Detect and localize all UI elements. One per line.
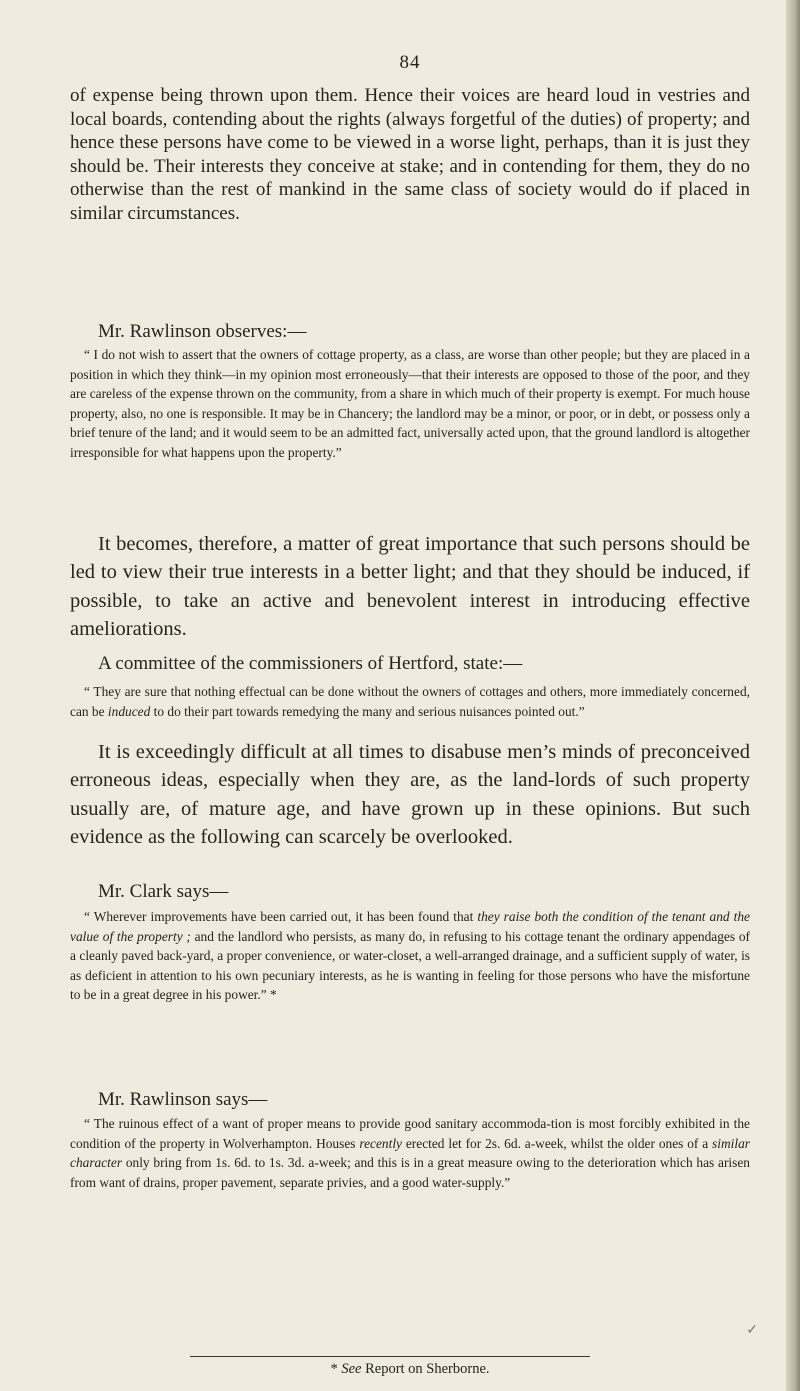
quote-text: and the landlord who persists, as many do, in refusing to his cottage tenant the ordinary appendages of a cleanly paved back-yard, a proper convenience, or water-closet, a well-arranged drainage, and a sufficient supply of water, is as deficient in attention to his own pecuniary interests, as he is wanting in feeling for those persons who have the misfortune to be in a great degree in his power.” * — [70, 928, 750, 1002]
lead-rawlinson-observes: Mr. Rawlinson observes:— — [98, 321, 307, 342]
quote-rawlinson-wolverhampton — [70, 1114, 750, 1192]
emphasis-text: similar character — [70, 1135, 750, 1170]
quote-rawlinson-cottage-owners: “ I do not wish to assert that the owners of cottage property, as a class, are worse than other people; but they are placed in a position in which they think—in my opinion most erroneously—that their interests are opposed to those of the poor, and they are careless of the expense thrown on the community, from a share in which much of their property is exempt. For much house property, also, no one is responsible. It may be in Chancery; the landlord may be a minor, or poor, or in debt, or possess only a brief tenure of the land; and it would seem to be an admitted fact, universally acted upon, that the ground landlord is altogether irresponsible for what happens upon the property.” — [70, 347, 750, 460]
quote-text: “ They are sure that nothing effectual can be done without the owners of cottages and others, more immediately concerned, can be — [70, 684, 750, 719]
paragraph-expense: of expense being thrown upon them. Hence their voices are heard loud in vestries and local boards, contending about the rights (always forgetful of the duties) of property; and hence these persons have come to be viewed in a worse light, perhaps, than it is just they should be. Their interests they conceive at stake; and in contending for them, they do no otherwise than the rest of mankind in the same class of society would do if placed in similar circumstances. — [70, 85, 750, 224]
footnote-divider — [190, 1356, 590, 1357]
footnote-marker: * — [330, 1361, 338, 1377]
margin-mark: ✓ — [746, 1323, 758, 1338]
lead-rawlinson-says: Mr. Rawlinson says— — [98, 1089, 268, 1110]
emphasis-text: recently — [359, 1135, 402, 1151]
footnote-see: See — [341, 1361, 362, 1377]
lead-clark-says: Mr. Clark says— — [98, 881, 229, 902]
page-number: 84 — [399, 52, 421, 73]
quote-text: “ Wherever improvements have been carried out, it has been found that — [84, 909, 478, 924]
paragraph-disabuse: It is exceedingly difficult at all times to disabuse men’s minds of preconceived erroneous ideas, especially when they are, as the land-lords of such property usually are, of mature age, and have grown up in these opinions. But such evidence as the following can scarcely be overlooked. — [70, 741, 750, 849]
emphasis-text: induced — [107, 703, 151, 719]
footnote-text: Report on Sherborne. — [365, 1361, 490, 1377]
quote-text: to do their part towards remedying the many and serious nuisances pointed out.” — [150, 703, 585, 719]
footnote — [70, 1361, 750, 1378]
quote-text: only bring from 1s. 6d. to 1s. 3d. a-week; and this is in a great measure owing to the deterioration which has arisen from want of drains, proper pavement, separate privies, and a good water-supply.” — [70, 1155, 750, 1190]
quote-text: “ The ruinous effect of a want of proper means to provide good sanitary accommoda-tion is most forcibly exhibited in the condition of the property in Wolverhampton. Houses — [70, 1116, 750, 1151]
quote-text: erected let for 2s. 6d. a-week, whilst the older ones of a — [401, 1135, 713, 1151]
page-edge — [786, 0, 800, 1391]
emphasis-text: they raise both the condition of the tenant and the value of the property ; — [70, 909, 750, 944]
quote-hertford-committee — [70, 682, 750, 721]
lead-hertford-committee: A committee of the commissioners of Hertford, state:— — [98, 653, 523, 674]
paragraph-true-interests: It becomes, therefore, a matter of great importance that such persons should be led to view their true interests in a better light; and that they should be induced, if possible, to take an active and benevolent interest in introducing effective ameliorations. — [70, 533, 750, 641]
quote-clark-improvements — [70, 907, 750, 1005]
